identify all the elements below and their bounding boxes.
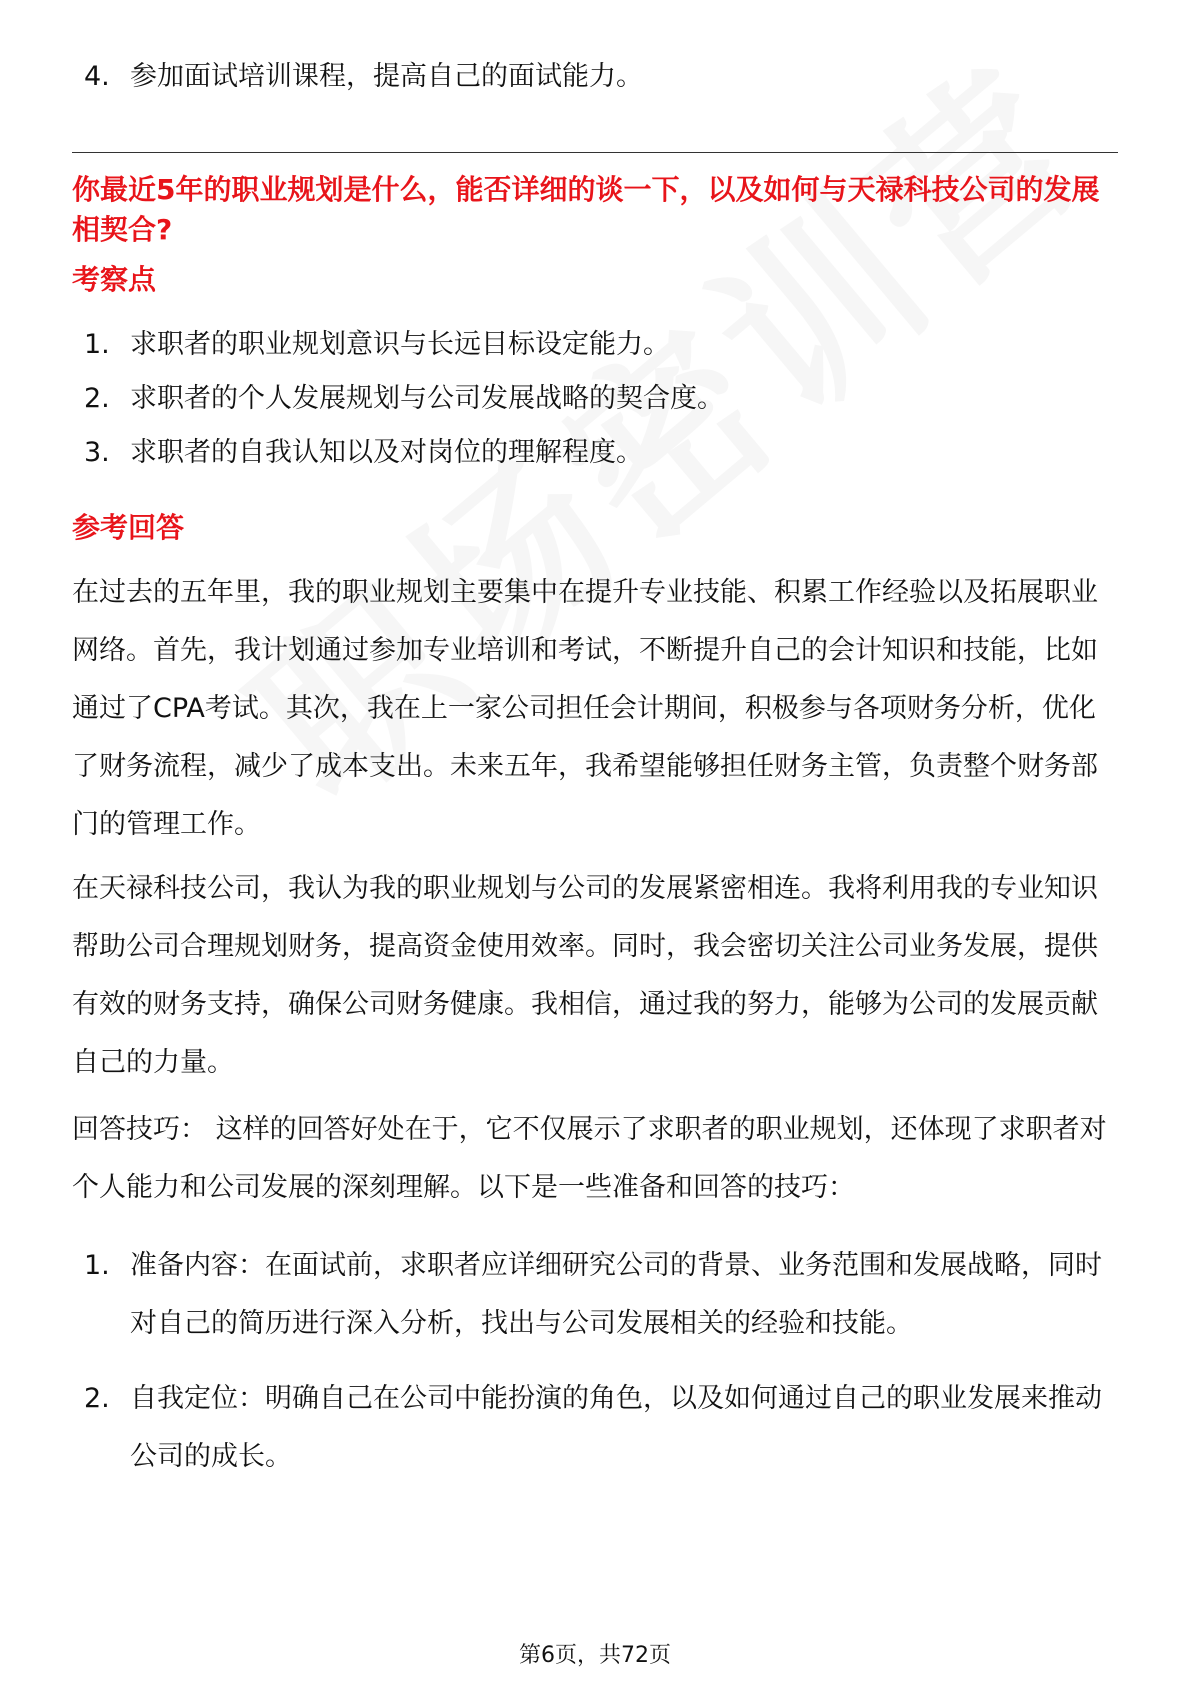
section-heading-points: 考察点 [72, 263, 157, 296]
list-item [84, 48, 1118, 106]
page [72, 0, 1118, 1684]
page-number: 第6页，共72页 [519, 1643, 671, 1668]
list-item [84, 370, 1118, 428]
list-number: 2. [84, 383, 110, 414]
list-text: 参加面试培训课程，提高自己的面试能力。 [130, 61, 643, 92]
list-text: 求职者的职业规划意识与长远目标设定能力。 [130, 329, 670, 360]
answer-paragraph: 在天禄科技公司，我认为我的职业规划与公司的发展紧密相连。我将利用我的专业知识帮助公司合理规划财务，提高资金使用效率。同时，我会密切关注公司业务发展，提供有效的财务支持，确保公司财务健康。我相信，通过我的努力，能够为公司的发展贡献自己的力量。 [72, 873, 1098, 1078]
list-item [84, 1370, 1118, 1486]
question-title: 你最近5年的职业规划是什么，能否详细的谈一下，以及如何与天禄科技公司的发展相契合? [72, 173, 1100, 246]
list-text: 自我定位：明确自己在公司中能扮演的角色，以及如何通过自己的职业发展来推动公司的成长。 [130, 1383, 1102, 1472]
list-text: 准备内容：在面试前，求职者应详细研究公司的背景、业务范围和发展战略，同时对自己的简历进行深入分析，找出与公司发展相关的经验和技能。 [130, 1250, 1102, 1339]
list-number: 4. [84, 61, 110, 92]
list-number: 1. [84, 1250, 110, 1281]
list-text: 求职者的个人发展规划与公司发展战略的契合度。 [130, 383, 724, 414]
list-item [84, 424, 1118, 482]
list-item [84, 1237, 1118, 1353]
section-heading-answer: 参考回答 [72, 511, 185, 544]
answer-paragraph: 在过去的五年里，我的职业规划主要集中在提升专业技能、积累工作经验以及拓展职业网络。首先，我计划通过参加专业培训和考试，不断提升自己的会计知识和技能，比如通过了CPA考试。其次，我在上一家公司担任会计期间，积极参与各项财务分析，优化了财务流程，减少了成本支出。未来五年，我希望能够担任财务主管，负责整个财务部门的管理工作。 [72, 577, 1098, 840]
list-number: 3. [84, 437, 110, 468]
answer-tips-intro: 回答技巧： 这样的回答好处在于，它不仅展示了求职者的职业规划，还体现了求职者对个人能力和公司发展的深刻理解。以下是一些准备和回答的技巧： [72, 1114, 1107, 1203]
list-text: 求职者的自我认知以及对岗位的理解程度。 [130, 437, 643, 468]
divider [72, 152, 1118, 153]
list-number: 1. [84, 329, 110, 360]
list-number: 2. [84, 1383, 110, 1414]
list-item [84, 316, 1118, 374]
